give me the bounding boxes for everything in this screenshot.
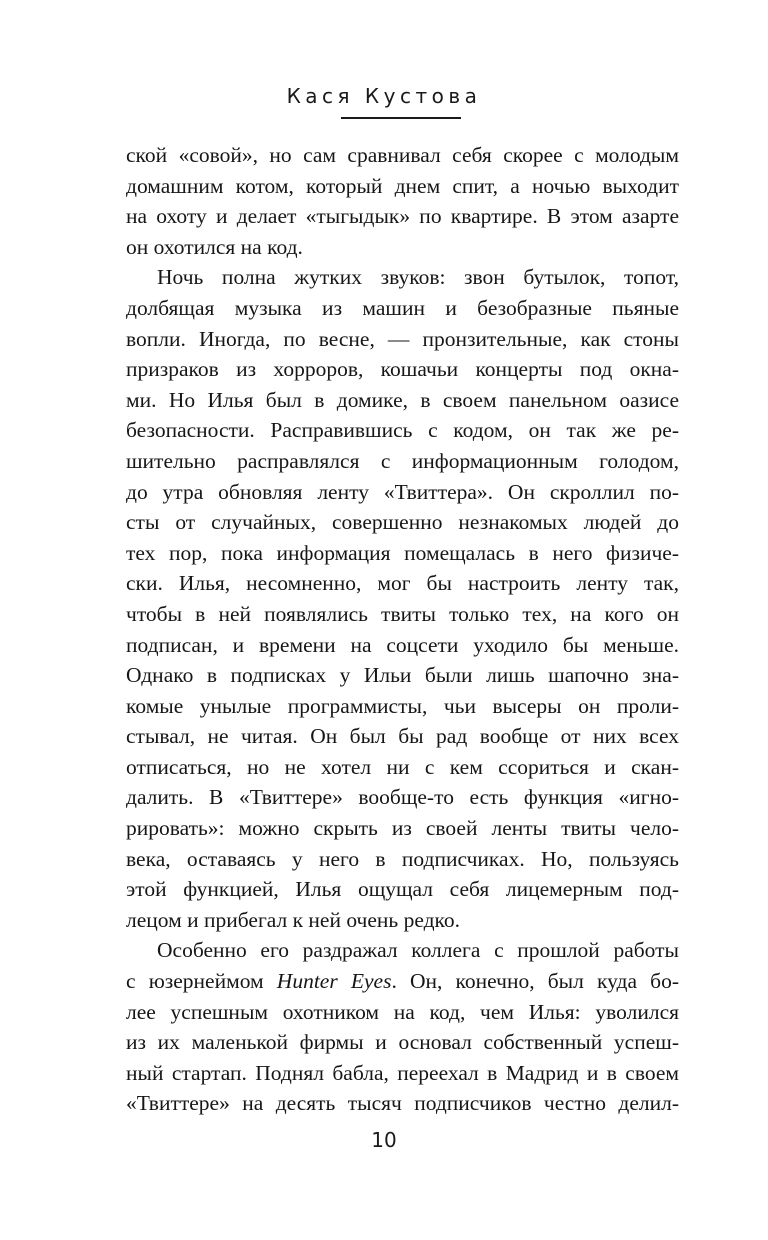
paragraph <box>126 262 679 935</box>
text-line: призраков из хорроров, кошачьи концерты под окна- <box>126 357 679 382</box>
text-line: он охотился на код. <box>126 234 303 259</box>
text-line: рировать»: можно скрыть из своей ленты твиты чело- <box>126 816 679 841</box>
running-head: Кася Кустова <box>286 84 482 108</box>
text-line: комые унылые программисты, чьи высеры он проли- <box>126 693 679 718</box>
text-line: ски. Илья, несомненно, мог бы настроить ленту так, <box>126 571 679 596</box>
text-line: до утра обновляя ленту «Твиттера». Он скроллил по- <box>126 479 679 504</box>
text-line: этой функцией, Илья ощущал себя лицемерным под- <box>126 877 679 902</box>
text-line: Особенно его раздражал коллега с прошлой работы <box>157 938 679 963</box>
text-line: тех пор, пока информация помещалась в него физиче- <box>126 540 679 565</box>
username-italic: Hunter Eyes <box>276 969 392 994</box>
paragraph <box>126 140 679 262</box>
text-run: с юзернеймом <box>126 969 277 994</box>
text-line: стывал, не читая. Он был бы рад вообще от них всех <box>126 724 679 749</box>
text-line: ми. Но Илья был в домике, в своем панельном оазисе <box>126 387 679 412</box>
text-line: сты от случайных, совершенно незнакомых людей до <box>126 510 679 535</box>
text-line: ской «совой», но сам сравнивал себя скорее с молодым <box>126 143 679 167</box>
text-line: «Твиттере» на десять тысяч подписчиков честно делил- <box>126 1091 679 1116</box>
running-head-rule <box>341 117 461 119</box>
text-line: вопли. Иногда, по весне, — пронзительные, как стоны <box>126 326 679 351</box>
paragraph <box>126 935 679 1119</box>
text-line: лецом и прибегал к ней очень редко. <box>126 907 461 932</box>
text-line: Ночь полна жутких звуков: звон бутылок, топот, <box>157 265 679 290</box>
text-run: . Он, конечно, был куда бо- <box>391 969 680 994</box>
text-line: лее успешным охотником на код, чем Илья: уволился <box>126 999 679 1024</box>
text-line: чтобы в ней появлялись твиты только тех, на кого он <box>126 601 679 626</box>
body-text <box>126 140 679 1119</box>
text-line: домашним котом, который днем спит, а ночью выходит <box>126 173 679 198</box>
text-line: ный стартап. Поднял бабла, переехал в Мадрид и в своем <box>126 1060 679 1085</box>
text-line: далить. В «Твиттере» вообще-то есть функция «игно- <box>126 785 679 810</box>
page-number: 10 <box>371 1128 397 1152</box>
text-line: Однако в подписках у Ильи были лишь шапочно зна- <box>126 663 679 688</box>
text-line: долбящая музыка из машин и безобразные пьяные <box>126 295 679 320</box>
text-line <box>126 966 679 997</box>
text-line: шительно расправлялся с информационным голодом, <box>126 448 679 473</box>
text-line: из их маленькой фирмы и основал собственный успеш- <box>126 1030 679 1055</box>
text-line: на охоту и делает «тыгыдык» по квартире. В этом азарте <box>126 204 679 229</box>
text-line: отписаться, но не хотел ни с кем ссориться и скан- <box>126 754 679 779</box>
text-line: безопасности. Расправившись с кодом, он так же ре- <box>126 418 679 443</box>
text-line: подписан, и времени на соцсети уходило бы меньше. <box>126 632 679 657</box>
text-line: века, оставаясь у него в подписчиках. Но, пользуясь <box>126 846 679 871</box>
